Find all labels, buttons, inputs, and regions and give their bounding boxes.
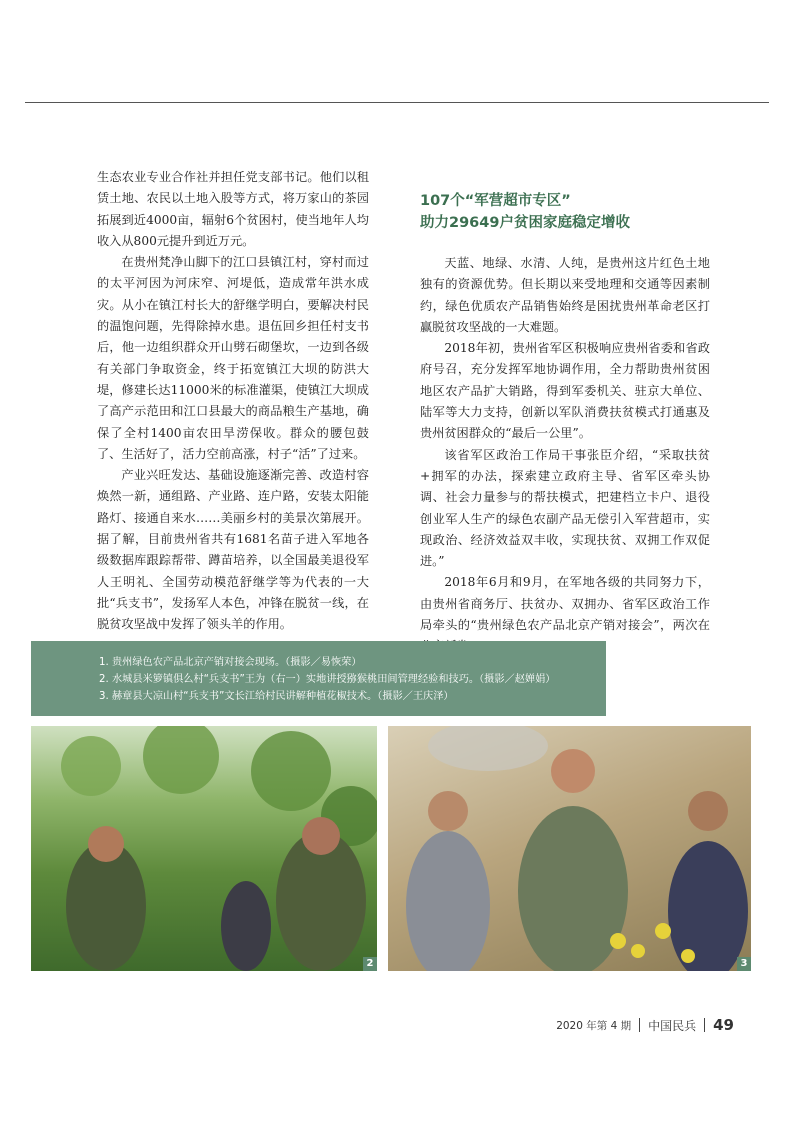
- paragraph: 2018年6月和9月，在军地各级的共同努力下，由贵州省商务厅、扶贫办、双拥办、省军区政治工作局牵头的“贵州绿色农产品北京产销对接会”，两次在: [420, 575, 710, 633]
- section-heading-line2: 助力29649户贫困家庭稳定增收: [420, 215, 630, 231]
- magazine-name: 中国民兵: [648, 1018, 697, 1033]
- photo-number-badge: 3: [737, 957, 751, 971]
- paragraph: 2018年初，贵州省军区积极响应贵州省委和省政府号召，充分发挥军地协调作用，全力帮助贵州贫困地区农产品扩大销路，得到军委机关、驻京大单位、陆军等大力支持，创新以军队消费扶贫模式打通惠及贵州贫困群众的“最后一公里”。: [420, 341, 710, 441]
- caption-1: 1. 贵州绿色农产品北京产销对接会现场。（摄影／易恢荣）: [99, 657, 362, 668]
- paragraph: 产业兴旺发达、基础设施逐渐完善、改造村容焕然一新，通组路、产业路、连户路，安装太阳能路灯、接通自来水……美丽乡村的美景次第展开。据了解，目前贵州省共有1681名苗子进入军地各级数据库跟踪帮带、蹲苗培养，以全国最美退役军人王明礼、全国劳动模范舒继学等为代表的一大批“兵支书”，发扬军人本色，冲锋在脱贫一线，在脱贫攻坚战中发挥了领头羊的作用。: [97, 468, 369, 632]
- left-column: [97, 167, 369, 636]
- issue-label: 2020 年第 4 期: [556, 1019, 632, 1032]
- section-heading: [420, 190, 720, 234]
- paragraph: 在贵州梵净山脚下的江口县镇江村，穿村而过的太平河因为河床窄、河堤低，造成常年洪水成灾。从小在镇江村长大的舒继学明白，要解决村民的温饱问题，先得除掉水患。退伍回乡担任村支书后，他一边组织群众开山劈石砌堡坎，一边到各级有关部门争取资金，终于拓宽镇江大坝的防洪大堤，修建长达11000米的标准灌渠，使镇江大坝成了高产示范田和江口县最大的商品粮生产基地，确保了全村1400亩农田旱涝保收。群众的腰包鼓了、生活好了，活力空前高涨，村子“活”了过来。: [97, 255, 369, 461]
- right-column: [420, 253, 710, 658]
- photo-pepper-field: [388, 726, 751, 971]
- photo-number-badge: 2: [363, 957, 377, 971]
- paragraph: 该省军区政治工作局干事张臣介绍，“采取扶贫+拥军的办法，探索建立政府主导、省军区牵头协调、社会力量参与的帮扶模式，把建档立卡户、退役创业军人生产的绿色农副产品无偿引入军营超市，实现政治、经济效益双丰收，实现扶贫、双拥工作双促进。”: [420, 447, 710, 569]
- photo-pepper-illustration: [388, 726, 751, 971]
- photo-captions: [31, 641, 606, 716]
- footer-divider: [639, 1018, 640, 1032]
- photo-kiwi-illustration: [31, 726, 377, 971]
- header-rule: [25, 102, 769, 103]
- paragraph: 生态农业专业合作社并担任党支部书记。他们以租赁土地、农民以土地入股等方式，将万家山的茶园拓展到近4000亩，辐射6个贫困村，使当地年人均收入从800元提升到近万元。: [97, 170, 369, 248]
- section-heading-line1: 107个“军营超市专区”: [420, 193, 571, 209]
- caption-3: 3. 赫章县大凉山村“兵支书”文长江给村民讲解种植花椒技术。（摄影／王庆泽）: [99, 691, 454, 702]
- paragraph: 天蓝、地绿、水清、人纯，是贵州这片红色土地独有的资源优势。但长期以来受地理和交通等因素制约，绿色优质农产品销售始终是困扰贵州革命老区打赢脱贫攻坚战的一大难题。: [420, 256, 710, 334]
- photo-kiwi-orchard: [31, 726, 377, 971]
- page-footer: [556, 1016, 734, 1034]
- footer-divider: [704, 1018, 705, 1032]
- page-number: 49: [713, 1016, 734, 1034]
- caption-2: 2. 水城县米箩镇俱么村“兵支书”王为（右一）实地讲授猕猴桃田间管理经验和技巧。（摄影／赵婵娟）: [99, 674, 556, 685]
